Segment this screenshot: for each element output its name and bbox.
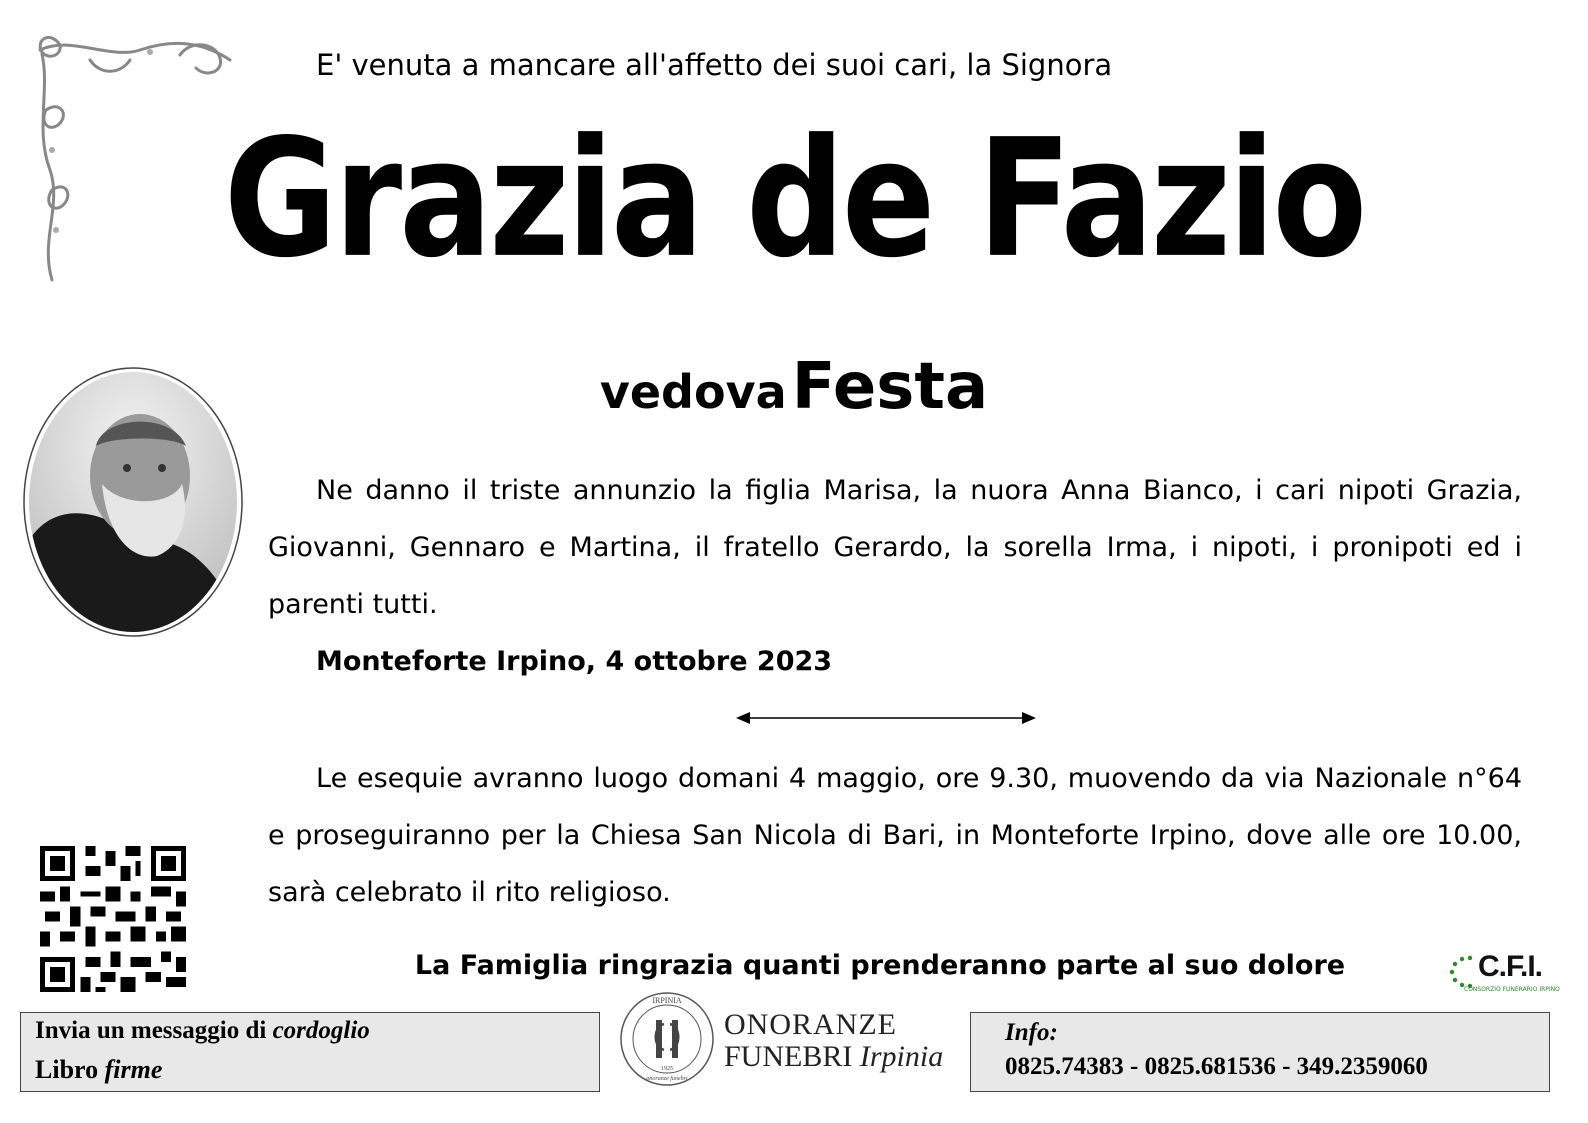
guestbook-prefix: Libro bbox=[35, 1055, 99, 1084]
agency-name-line1: ONORANZE bbox=[724, 1008, 897, 1041]
place-date: Monteforte Irpino, 4 ottobre 2023 bbox=[316, 646, 833, 677]
guestbook-word: firme bbox=[104, 1055, 163, 1084]
phone-numbers[interactable]: 0825.74383 - 0825.681536 - 349.2359060 bbox=[1005, 1053, 1428, 1080]
agency-name-funebri: FUNEBRI bbox=[724, 1040, 853, 1073]
guestbook-link[interactable] bbox=[35, 1055, 162, 1085]
cfi-logo-subtitle: CONSORZIO FUNERARIO IRPINO bbox=[1464, 986, 1560, 993]
intro-text: E' venuta a mancare all'affetto dei suoi cari, la Signora bbox=[316, 48, 1113, 82]
qr-code-icon[interactable] bbox=[40, 846, 186, 992]
seal-year-text: 1925 bbox=[661, 1066, 673, 1072]
agency-seal-icon bbox=[618, 990, 716, 1088]
seal-bottom-text: onoranze funebri bbox=[646, 1076, 688, 1082]
double-arrow-divider-icon bbox=[736, 708, 1036, 728]
funeral-paragraph: Le esequie avranno luogo domani 4 maggio, ore 9.30, muovendo da via Nazionale n°64 e proseguiranno per la Chiesa San Nicola di Bari, in Monteforte Irpino, dove alle ore 10.00, sarà celebrato il rito religioso. bbox=[268, 763, 1522, 908]
cfi-logo-text: C.F.I. bbox=[1478, 950, 1543, 983]
condolence-word: cordoglio bbox=[272, 1017, 370, 1044]
seal-top-text: IRPINIA bbox=[652, 996, 682, 1005]
agency-name-line2 bbox=[724, 1040, 943, 1074]
saint-portrait-photo-icon bbox=[22, 366, 244, 638]
info-label: Info: bbox=[1005, 1019, 1058, 1046]
widow-prefix: vedova bbox=[599, 365, 787, 419]
deceased-name: Grazia de Fazio bbox=[223, 103, 1365, 294]
family-thanks: La Famiglia ringrazia quanti prenderanno parte al suo dolore bbox=[414, 950, 1346, 981]
announcement-paragraph: Ne danno il triste annunzio la figlia Marisa, la nuora Anna Bianco, i cari nipoti Grazia, Giovanni, Gennaro e Martina, il fratello Gerardo, la sorella Irma, i nipoti, i pronipoti ed i parenti tutti. bbox=[268, 475, 1522, 620]
condolence-prefix: Invia un messaggio di bbox=[35, 1017, 267, 1044]
condolence-link[interactable] bbox=[35, 1017, 370, 1045]
agency-name-irpinia: Irpinia bbox=[859, 1040, 944, 1073]
condolence-box[interactable] bbox=[20, 1012, 600, 1092]
widow-surname: Festa bbox=[791, 350, 989, 424]
info-box bbox=[970, 1012, 1550, 1092]
